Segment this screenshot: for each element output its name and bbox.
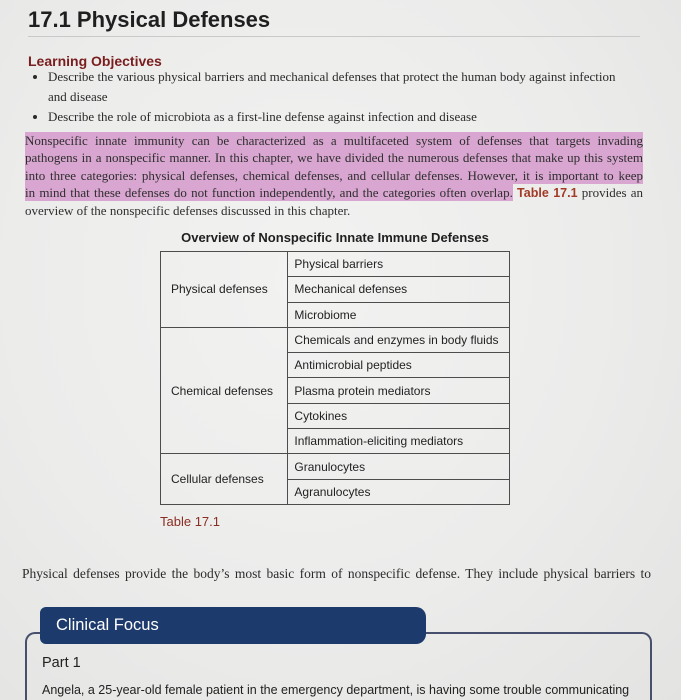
paragraph-text: provides an (581, 184, 644, 200)
highlighted-line: Nonspecific innate immunity can be characterized as a multifaceted system of defenses that targets invading (25, 133, 643, 148)
defense-cell: Chemicals and enzymes in body fluids (288, 327, 510, 352)
table-title: Overview of Nonspecific Innate Immune Defenses (181, 230, 489, 245)
table-reference-link[interactable]: Table 17.1 (517, 185, 578, 200)
paragraph-line: overview of the nonspecific defenses discussed in this chapter. (25, 203, 351, 218)
section-title: 17.1 Physical Defenses (28, 7, 271, 32)
clinical-focus-banner: Clinical Focus (40, 607, 426, 644)
category-cell: Cellular defenses (161, 454, 288, 505)
defense-cell: Cytokines (288, 403, 510, 428)
objective-text: and disease (48, 89, 108, 104)
intro-paragraph (25, 132, 643, 219)
list-item (0, 107, 660, 127)
clinical-focus-part-label: Part 1 (42, 655, 81, 671)
table-row (161, 327, 510, 352)
defense-cell: Antimicrobial peptides (288, 353, 510, 378)
defense-cell: Agranulocytes (288, 479, 510, 504)
paragraph-line (25, 184, 643, 202)
learning-objectives-list (0, 67, 660, 127)
highlighted-text: in mind that these defenses do not function independently, and the categories often overlap. (25, 184, 513, 200)
clinical-focus-text: Angela, a 25-year-old female patient in the emergency department, is having some trouble communicating (42, 683, 630, 697)
defense-cell: Granulocytes (288, 454, 510, 479)
title-divider (28, 36, 640, 37)
defense-cell: Inflammation-eliciting mediators (288, 429, 510, 454)
defenses-table (160, 251, 510, 505)
defense-cell: Microbiome (288, 302, 510, 327)
bullet-icon (33, 115, 37, 119)
category-cell: Chemical defenses (161, 327, 288, 453)
defense-cell: Plasma protein mediators (288, 378, 510, 403)
objective-text: Describe the role of microbiota as a first-line defense against infection and disease (48, 109, 477, 124)
highlighted-line: pathogens in a nonspecific manner. In this chapter, we have divided the numerous defenses that make up this system (25, 150, 643, 166)
defense-cell: Physical barriers (288, 252, 510, 277)
table-row (161, 252, 510, 277)
list-item (0, 67, 660, 107)
category-cell: Physical defenses (161, 252, 288, 328)
body-paragraph: Physical defenses provide the body’s most basic form of nonspecific defense. They include physical barriers to (22, 566, 651, 581)
table-row (161, 454, 510, 479)
highlighted-line: into three categories: physical defenses, chemical defenses, and cellular defenses. However, it is important to keep (25, 167, 643, 183)
table-caption: Table 17.1 (160, 514, 220, 529)
bullet-icon (33, 75, 37, 79)
learning-objectives-heading: Learning Objectives (28, 53, 162, 69)
objective-text: Describe the various physical barriers and mechanical defenses that protect the human body against infection (48, 69, 616, 84)
defense-cell: Mechanical defenses (288, 277, 510, 302)
